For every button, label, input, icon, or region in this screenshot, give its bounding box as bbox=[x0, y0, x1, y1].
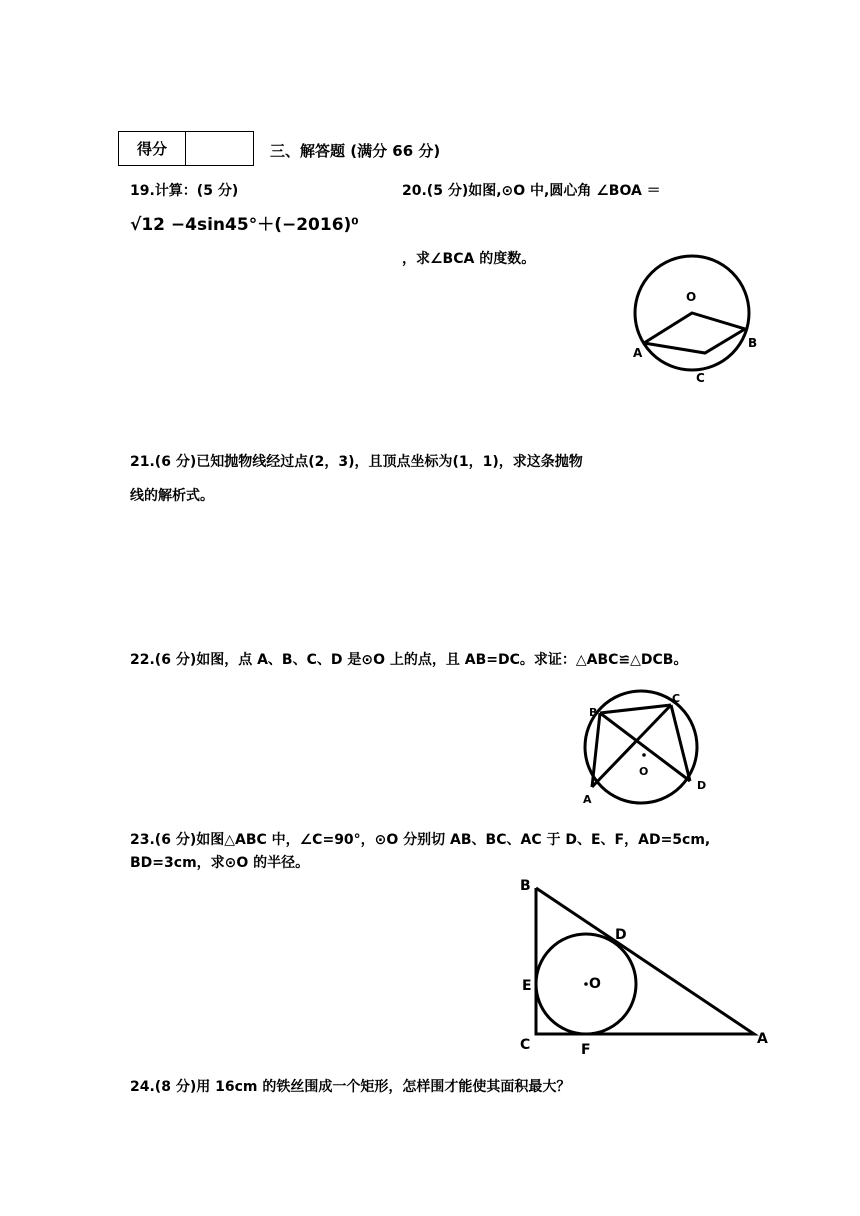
q23-point-f: F bbox=[581, 1042, 591, 1058]
q22-point-c: C bbox=[672, 692, 681, 705]
q20-point-o: O bbox=[686, 290, 697, 304]
q23-center-dot bbox=[584, 982, 588, 986]
q23-line2: BD=3cm，求⊙O 的半径。 bbox=[130, 855, 310, 871]
q22-point-b: B bbox=[589, 706, 598, 719]
q19-formula: √12 −4sin45°＋(−2016)⁰ bbox=[130, 215, 359, 235]
q20-point-c: C bbox=[696, 371, 705, 385]
q20-diagram bbox=[620, 240, 770, 390]
q22-point-d: D bbox=[697, 779, 707, 792]
q23-point-o: O bbox=[589, 976, 601, 992]
q22-segment-bc bbox=[600, 705, 671, 713]
q23-point-e: E bbox=[522, 978, 532, 994]
q23-point-c: C bbox=[520, 1037, 531, 1053]
q23-point-d: D bbox=[615, 927, 627, 943]
q23-diagram bbox=[510, 870, 780, 1060]
q23-triangle bbox=[536, 888, 754, 1034]
q23-point-a: A bbox=[757, 1031, 768, 1047]
q20-line2: ，求∠BCA 的度数。 bbox=[402, 251, 536, 267]
q20-point-a: A bbox=[633, 346, 643, 360]
q20-angle-lines bbox=[644, 313, 745, 353]
score-label: 得分 bbox=[119, 132, 186, 165]
score-box bbox=[118, 131, 254, 166]
q22-text: 22.(6 分)如图，点 A、B、C、D 是⊙O 上的点，且 AB=DC。求证：△ABC≌△DCB。 bbox=[130, 652, 688, 668]
score-value-cell bbox=[186, 132, 253, 165]
q19-label: 19.计算：(5 分) bbox=[130, 183, 239, 199]
q24-text: 24.(8 分)用 16cm 的铁丝围成一个矩形，怎样围才能使其面积最大？ bbox=[130, 1079, 571, 1095]
q22-diagram bbox=[575, 685, 715, 815]
q23-point-b: B bbox=[520, 878, 531, 894]
section-title: 三、解答题 (满分 66 分) bbox=[270, 142, 441, 160]
q22-segment-ba bbox=[592, 713, 600, 787]
q20-line1: 20.(5 分)如图,⊙O 中,圆心角 ∠BOA ＝ bbox=[402, 183, 661, 199]
q22-center-dot bbox=[642, 753, 646, 757]
q22-point-o: O bbox=[639, 765, 649, 778]
q21-line2: 线的解析式。 bbox=[130, 488, 214, 504]
q22-point-a: A bbox=[583, 793, 592, 806]
q21-line1: 21.(6 分)已知抛物线经过点(2，3)，且顶点坐标为(1，1)，求这条抛物 bbox=[130, 454, 583, 470]
q23-line1: 23.(6 分)如图△ABC 中，∠C=90°，⊙O 分别切 AB、BC、AC 于 D、E、F，AD=5cm, bbox=[130, 832, 711, 848]
q20-point-b: B bbox=[748, 336, 758, 350]
